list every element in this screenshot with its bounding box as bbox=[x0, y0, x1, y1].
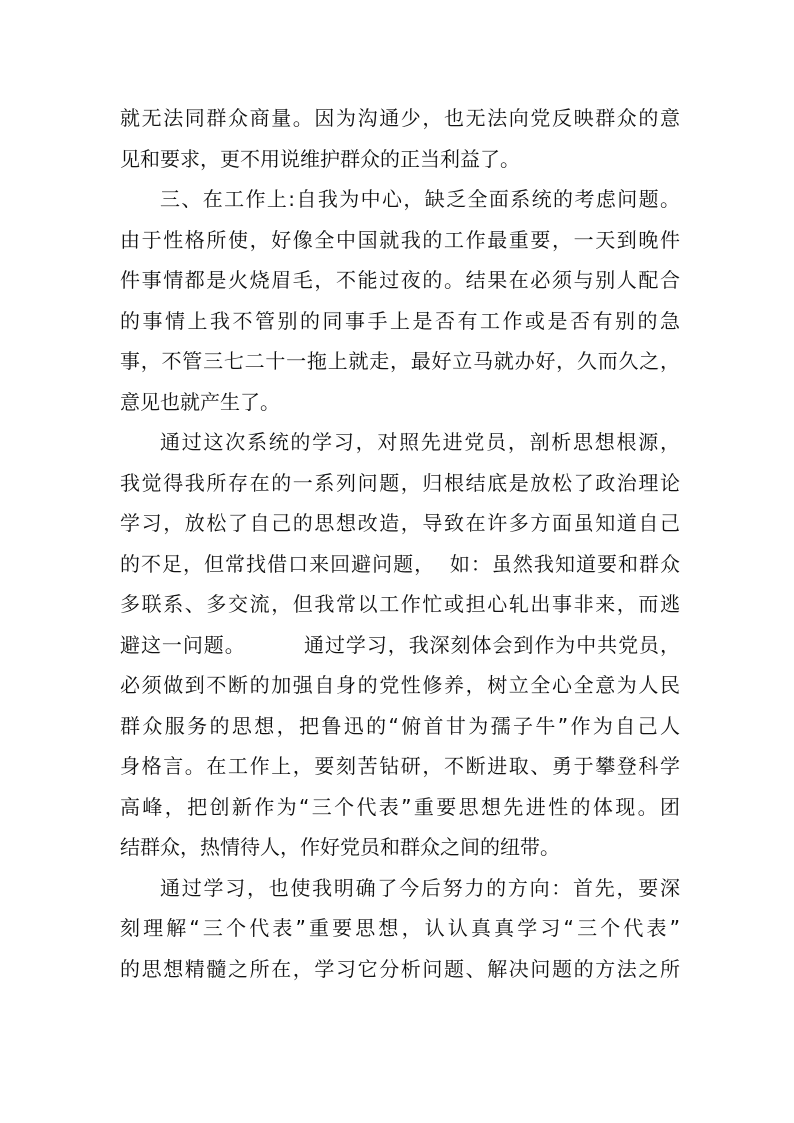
text-line: 群众服务的思想，把鲁迅的“俯首甘为孺子牛”作为自己人 bbox=[120, 713, 680, 738]
text-line: 意见也就产生了。 bbox=[120, 389, 280, 414]
text-line: 高峰，把创新作为“三个代表”重要思想先进性的体现。团 bbox=[120, 794, 680, 819]
text-line: 的事情上我不管别的同事手上是否有工作或是否有别的急 bbox=[120, 308, 680, 333]
text-line: 三、在工作上:自我为中心，缺乏全面系统的考虑问题。 bbox=[160, 187, 680, 211]
text-line: 身格言。在工作上，要刻苦钻研，不断进取、勇于攀登科学 bbox=[120, 754, 680, 778]
text-line: 通过这次系统的学习，对照先进党员，剖析思想根源， bbox=[160, 430, 680, 454]
text-line: 我觉得我所存在的一系列问题，归根结底是放松了政治理论 bbox=[120, 470, 680, 495]
text-line: 由于性格所使，好像全中国就我的工作最重要，一天到晚件 bbox=[120, 227, 680, 252]
text-line: 学习，放松了自己的思想改造，导致在许多方面虽知道自己 bbox=[120, 511, 680, 535]
text-line: 避这一问题。 通过学习，我深刻体会到作为中共党员， bbox=[120, 632, 680, 657]
text-line: 多联系、多交流，但我常以工作忙或担心轧出事非来，而逃 bbox=[120, 592, 680, 616]
text-line: 的不足，但常找借口来回避问题， 如：虽然我知道要和群众 bbox=[120, 551, 680, 576]
text-line: 刻理解“三个代表”重要思想，认认真真学习“三个代表” bbox=[120, 916, 680, 940]
text-line: 结群众，热情待人，作好党员和群众之间的纽带。 bbox=[120, 835, 560, 859]
text-line: 通过学习，也使我明确了今后努力的方向：首先，要深 bbox=[160, 875, 680, 900]
text-line: 事，不管三七二十一拖上就走，最好立马就办好，久而久之， bbox=[120, 349, 680, 373]
text-line: 见和要求，更不用说维护群众的正当利益了。 bbox=[120, 146, 520, 171]
text-line: 的思想精髓之所在，学习它分析问题、解决问题的方法之所 bbox=[120, 956, 680, 981]
text-line: 必须做到不断的加强自身的党性修养，树立全心全意为人民 bbox=[120, 673, 680, 697]
text-line: 就无法同群众商量。因为沟通少，也无法向党反映群众的意 bbox=[120, 106, 680, 130]
body-text bbox=[120, 98, 680, 989]
text-line: 件事情都是火烧眉毛，不能过夜的。结果在必须与别人配合 bbox=[120, 268, 680, 292]
